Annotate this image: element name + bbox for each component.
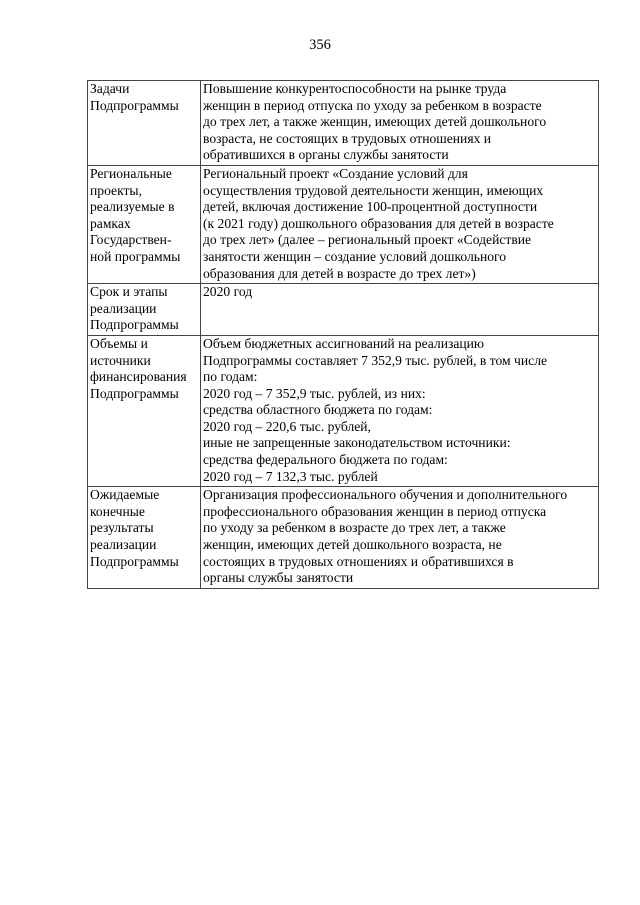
row-content-line: 2020 год – 7 132,3 тыс. рублей [203, 468, 378, 484]
row-content-line: органы службы занятости [203, 570, 354, 586]
row-label-line: Объемы и [90, 335, 148, 351]
table-row [88, 335, 599, 486]
row-content-cell [201, 165, 599, 283]
row-content-line: по уходу за ребенком в возрасте до трех лет, а также [203, 520, 506, 536]
row-content-line: Региональный проект «Создание условий для [203, 165, 468, 181]
row-content-line: Повышение конкурентоспособности на рынке труда [203, 81, 507, 96]
row-label-line: Задачи [90, 81, 130, 96]
row-content-line: иные не запрещенные законодательством источники: [203, 435, 511, 451]
row-content-line: профессионального образования женщин в период отпуска [203, 503, 547, 519]
row-content-line: возраста, не состоящих в трудовых отношениях и [203, 130, 492, 146]
row-label-line: реализации [90, 537, 157, 553]
row-content-line: занятости женщин – создание условий дошкольного [203, 248, 507, 264]
table-row [88, 165, 599, 283]
row-label-cell [88, 335, 201, 486]
row-content-line: осуществления трудовой деятельности женщин, имеющих [203, 182, 544, 198]
row-label-line: Подпрограммы [90, 553, 179, 569]
row-label-line: реализации [90, 300, 157, 316]
row-content-line: образования для детей в возрасте до трех лет») [203, 265, 476, 281]
table-row [88, 284, 599, 336]
row-content-line: состоящих в трудовых отношениях и обратившихся в [203, 553, 514, 569]
row-content-line: до трех лет» (далее – региональный проект «Содействие [203, 232, 532, 248]
row-content-line: Организация профессионального обучения и дополнительного [203, 487, 568, 503]
row-label-line: Ожидаемые [90, 487, 160, 503]
row-content-line: 2020 год – 220,6 тыс. рублей, [203, 418, 371, 434]
row-label-line: Подпрограммы [90, 385, 179, 401]
row-label-line: Подпрограммы [90, 317, 179, 333]
row-label-line: проекты, [90, 182, 142, 198]
row-content-line: Подпрограммы составляет 7 352,9 тыс. рублей, в том числе [203, 352, 548, 368]
row-label-line: Подпрограммы [90, 97, 179, 113]
row-content-cell [201, 487, 599, 589]
row-content-cell [201, 284, 599, 336]
row-content-line: до трех лет, а также женщин, имеющих детей дошкольного [203, 114, 547, 130]
row-content-line: обратившихся в органы службы занятости [203, 147, 449, 163]
row-label-line: Срок и этапы [90, 284, 168, 300]
row-label-cell [88, 165, 201, 283]
row-content-cell [201, 81, 599, 166]
row-content-cell [201, 335, 599, 486]
table-row [88, 487, 599, 589]
row-content-line: женщин, имеющих детей дошкольного возраста, не [203, 537, 502, 553]
page-number: 356 [309, 37, 331, 53]
row-label-line: рамках [90, 215, 131, 231]
row-label-line: результаты [90, 520, 154, 536]
row-label-line: конечные [90, 503, 145, 519]
row-content-line: по годам: [203, 369, 258, 385]
row-label-line: финансирования [90, 369, 187, 385]
row-label-cell [88, 487, 201, 589]
row-label-cell [88, 284, 201, 336]
row-label-line: Региональные [90, 165, 172, 181]
row-label-line: реализуемые в [90, 199, 175, 215]
table-row [88, 81, 599, 166]
row-content-line: 2020 год – 7 352,9 тыс. рублей, из них: [203, 385, 426, 401]
row-content-line: средства областного бюджета по годам: [203, 402, 433, 418]
row-label-line: ной программы [90, 248, 181, 264]
row-content-line: Объем бюджетных ассигнований на реализацию [203, 335, 485, 351]
row-label-line: источники [90, 352, 151, 368]
row-content-line: (к 2021 году) дошкольного образования для детей в возрасте [203, 215, 554, 231]
row-content-line: 2020 год [203, 284, 253, 300]
row-content-line: средства федерального бюджета по годам: [203, 452, 448, 468]
row-content-line: женщин в период отпуска по уходу за ребенком в возрасте [203, 97, 542, 113]
passport-table-body [88, 81, 599, 589]
row-label-line: Государствен- [90, 232, 172, 248]
row-label-cell [88, 81, 201, 166]
subprogram-passport-table [87, 80, 599, 589]
row-content-line: детей, включая достижение 100-процентной доступности [203, 199, 538, 215]
